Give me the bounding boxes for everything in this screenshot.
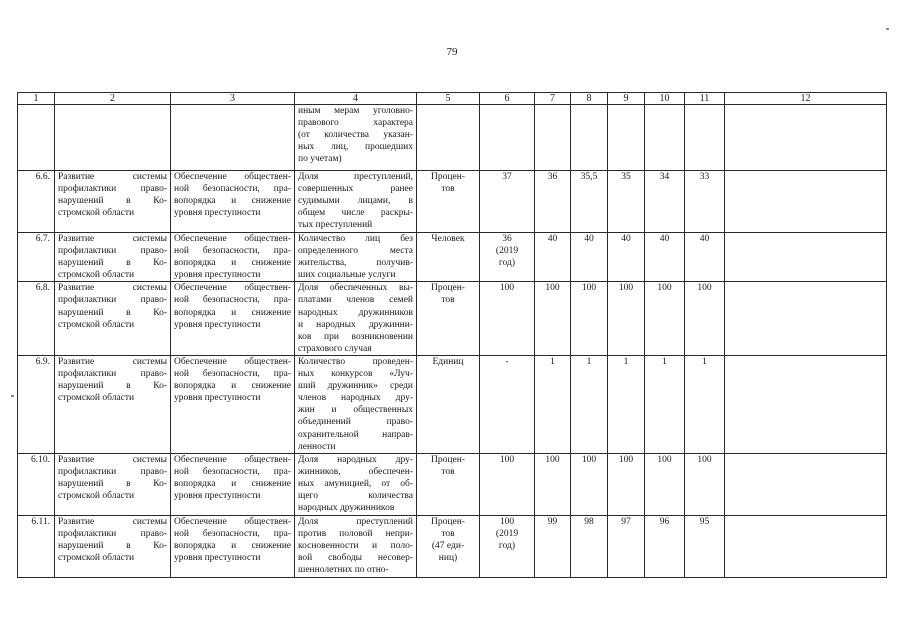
base-value-cell: 100 (2019 год) <box>480 515 535 577</box>
program-cell: Развитие системы профилактики право- нарушений в Ко- стромской области <box>55 515 171 577</box>
value-cell: 33 <box>685 171 725 233</box>
value-cell <box>725 233 887 282</box>
indicator-cell: Количество проведен- ных конкурсов «Луч- ший дружинник» среди членов народных дру- жин и общественных объединений право- охранительной направ- ленности <box>295 355 417 453</box>
value-cell: 1 <box>535 355 571 453</box>
value-cell: 40 <box>535 233 571 282</box>
value-cell: 40 <box>645 233 685 282</box>
task-cell: Обеспечение обществен- ной безопасности, пра- вопорядка и снижение уровня преступности <box>171 453 295 515</box>
table-row <box>18 515 887 577</box>
indicators-table <box>17 92 887 578</box>
row-number-cell: 6.7. <box>18 233 55 282</box>
row-number-cell: 6.11. <box>18 515 55 577</box>
value-cell: 97 <box>608 515 645 577</box>
value-cell: 35 <box>608 171 645 233</box>
indicator-cell: Доля преступлений, совершенных ранее судимыми лицами, в общем числе раскры- тых преступлений <box>295 171 417 233</box>
column-header: 3 <box>171 93 295 105</box>
table-row <box>18 233 887 282</box>
scan-speck <box>886 28 889 30</box>
scan-speck <box>11 395 14 397</box>
page-number: 79 <box>446 46 458 58</box>
continuation-row <box>18 105 887 171</box>
value-cell: 100 <box>571 453 608 515</box>
value-cell: 34 <box>645 171 685 233</box>
column-header: 11 <box>685 93 725 105</box>
value-cell: 100 <box>535 453 571 515</box>
row-number-cell: 6.9. <box>18 355 55 453</box>
task-cell: Обеспечение обществен- ной безопасности, пра- вопорядка и снижение уровня преступности <box>171 282 295 356</box>
value-cell: 1 <box>571 355 608 453</box>
value-cell: 100 <box>571 282 608 356</box>
unit-cell: Человек <box>417 233 480 282</box>
value-cell: 1 <box>685 355 725 453</box>
column-header: 12 <box>725 93 887 105</box>
program-cell: Развитие системы профилактики право- нарушений в Ко- стромской области <box>55 233 171 282</box>
task-cell: Обеспечение обществен- ной безопасности, пра- вопорядка и снижение уровня преступности <box>171 515 295 577</box>
unit-cell: Процен- тов <box>417 282 480 356</box>
row-number-cell: 6.8. <box>18 282 55 356</box>
column-number-header-row <box>18 93 887 105</box>
task-cell: Обеспечение обществен- ной безопасности, пра- вопорядка и снижение уровня преступности <box>171 233 295 282</box>
task-cell: Обеспечение обществен- ной безопасности, пра- вопорядка и снижение уровня преступности <box>171 171 295 233</box>
value-cell: 35,5 <box>571 171 608 233</box>
value-cell: 96 <box>645 515 685 577</box>
value-cell: 100 <box>608 453 645 515</box>
value-cell <box>725 515 887 577</box>
unit-cell: Процен- тов <box>417 453 480 515</box>
table-row <box>18 282 887 356</box>
base-value-cell: 36 (2019 год) <box>480 233 535 282</box>
value-cell: 95 <box>685 515 725 577</box>
value-cell: 100 <box>685 282 725 356</box>
column-header: 4 <box>295 93 417 105</box>
table-row <box>18 355 887 453</box>
column-header: 8 <box>571 93 608 105</box>
value-cell: 36 <box>535 171 571 233</box>
column-header: 9 <box>608 93 645 105</box>
value-cell <box>725 282 887 356</box>
value-cell: 100 <box>608 282 645 356</box>
value-cell: 100 <box>535 282 571 356</box>
value-cell: 1 <box>608 355 645 453</box>
value-cell: 40 <box>608 233 645 282</box>
indicator-cell: Доля обеспеченных вы- платами членов семей народных дружинников и народных дружинни- ков при возникновении страхового случая <box>295 282 417 356</box>
value-cell: 100 <box>645 282 685 356</box>
value-cell: 98 <box>571 515 608 577</box>
program-cell: Развитие системы профилактики право- нарушений в Ко- стромской области <box>55 453 171 515</box>
program-cell: Развитие системы профилактики право- нарушений в Ко- стромской области <box>55 282 171 356</box>
column-header: 10 <box>645 93 685 105</box>
value-cell: 99 <box>535 515 571 577</box>
column-header: 6 <box>480 93 535 105</box>
indicator-cell: Доля народных дру- жинников, обеспечен- ных амуницией, от об- щего количества народных дружинников <box>295 453 417 515</box>
value-cell: 100 <box>645 453 685 515</box>
value-cell: 40 <box>571 233 608 282</box>
column-header: 1 <box>18 93 55 105</box>
table-row <box>18 453 887 515</box>
column-header: 2 <box>55 93 171 105</box>
value-cell: 100 <box>685 453 725 515</box>
value-cell: 1 <box>645 355 685 453</box>
row-number-cell: 6.6. <box>18 171 55 233</box>
unit-cell: Процен- тов <box>417 171 480 233</box>
unit-cell: Процен- тов (47 еди- ниц) <box>417 515 480 577</box>
table-row <box>18 171 887 233</box>
column-header: 5 <box>417 93 480 105</box>
program-cell: Развитие системы профилактики право- нарушений в Ко- стромской области <box>55 171 171 233</box>
indicator-cell: иным мерам уголовно- правового характера (от количества указан- ных лиц, прошедших по учетам) <box>295 105 417 171</box>
row-number-cell: 6.10. <box>18 453 55 515</box>
base-value-cell: 37 <box>480 171 535 233</box>
value-cell <box>725 453 887 515</box>
base-value-cell: 100 <box>480 282 535 356</box>
base-value-cell: 100 <box>480 453 535 515</box>
value-cell <box>725 355 887 453</box>
value-cell: 40 <box>685 233 725 282</box>
unit-cell: Единиц <box>417 355 480 453</box>
base-value-cell: - <box>480 355 535 453</box>
column-header: 7 <box>535 93 571 105</box>
task-cell: Обеспечение обществен- ной безопасности, пра- вопорядка и снижение уровня преступности <box>171 355 295 453</box>
value-cell <box>725 171 887 233</box>
program-cell: Развитие системы профилактики право- нарушений в Ко- стромской области <box>55 355 171 453</box>
indicator-cell: Количество лиц без определенного места жительства, получив- ших социальные услуги <box>295 233 417 282</box>
indicator-cell: Доля преступлений против половой непри- косновенности и поло- вой свободы несовер- шеннолетних по отно- <box>295 515 417 577</box>
